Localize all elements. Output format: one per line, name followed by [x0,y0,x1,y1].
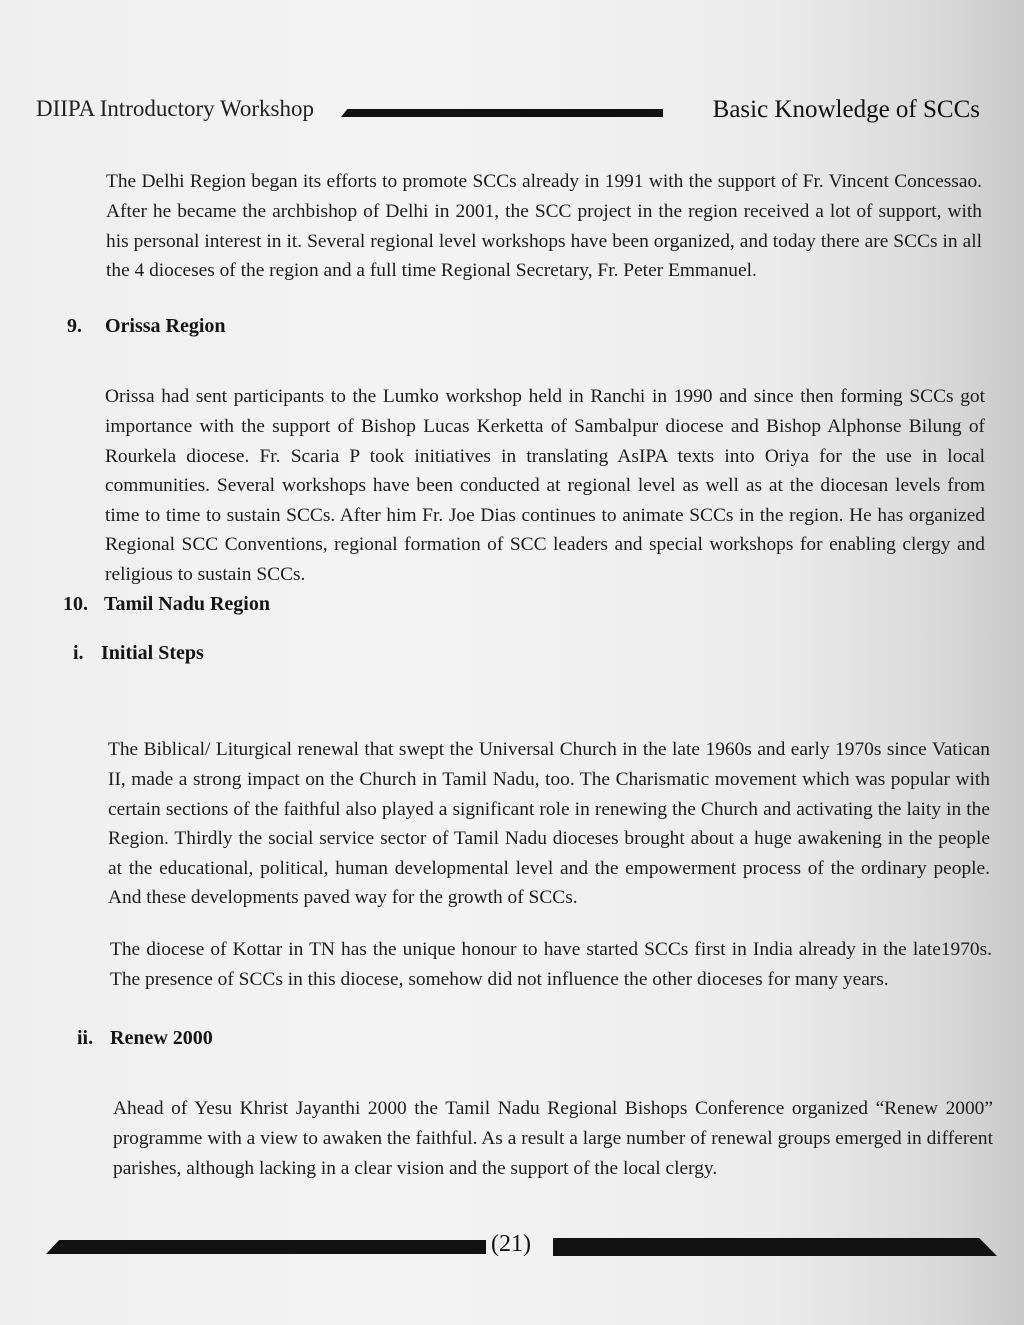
header-section-title: Basic Knowledge of SCCs [712,96,980,123]
heading-number: i. [73,642,84,664]
renew-2000-paragraph: Ahead of Yesu Khrist Jayanthi 2000 the Tamil Nadu Regional Bishops Conference organized “Renew 2000” programme with a view to awaken the faithful. As a result a large number of renewal groups emerged in different parishes, although lacking in a clear vision and the support of the local clergy. [113,1098,993,1179]
initial-steps-paragraph-2: The diocese of Kottar in TN has the unique honour to have started SCCs first in India already in the late1970s. The presence of SCCs in this diocese, somehow did not influence the other dioceses for many years. [110,939,992,990]
heading-title: Orissa Region [105,315,226,337]
footer-rule-right [553,1238,997,1256]
initial-steps-paragraph-1: The Biblical/ Liturgical renewal that swept the Universal Church in the late 1960s and early 1970s since Vatican II, made a strong impact on the Church in Tamil Nadu, too. The Charismatic movement which was popular with certain sections of the faithful also played a significant role in renewing the Church and activating the laity in the Region. Thirdly the social service sector of Tamil Nadu dioceses brought about a huge awakening in the people at the educational, political, human developmental level and the empowerment process of the ordinary people. And these developments paved way for the growth of SCCs. [108,739,990,909]
heading-number: ii. [77,1027,94,1049]
delhi-region-paragraph: The Delhi Region began its efforts to promote SCCs already in 1991 with the support of Fr. Vincent Concessao. After he became the archbishop of Delhi in 2001, the SCC project in the region received a lot of support, with his personal interest in it. Several regional level workshops have been organized, and today there are SCCs in all the 4 dioceses of the region and a full time Regional Secretary, Fr. Peter Emmanuel. [106,171,982,282]
heading-number: 9. [67,315,82,337]
footer-rule-left [46,1240,486,1254]
page-number: (21) [491,1231,531,1257]
header-rule [341,109,663,117]
header-workshop-title: DIIPA Introductory Workshop [36,96,314,121]
orissa-region-heading [67,315,226,338]
heading-title: Renew 2000 [110,1027,213,1049]
heading-title: Initial Steps [101,642,204,664]
orissa-region-paragraph: Orissa had sent participants to the Lumko workshop held in Ranchi in 1990 and since then forming SCCs got importance with the support of Bishop Lucas Kerketta of Sambalpur diocese and Bishop Alphonse Bilung of Rourkela diocese. Fr. Scaria P took initiatives in translating AsIPA texts into Oriya for the use in local communities. Several workshops have been conducted at regional level as well as at the diocesan levels from time to time to sustain SCCs. After him Fr. Joe Dias continues to animate SCCs in the region. He has organized Regional SCC Conventions, regional formation of SCC leaders and special workshops for enabling clergy and religious to sustain SCCs. [105,386,985,585]
tamil-nadu-region-heading [63,593,270,616]
renew-2000-heading [77,1027,213,1050]
heading-number: 10. [63,593,88,615]
heading-title: Tamil Nadu Region [104,593,270,615]
initial-steps-heading [73,642,204,665]
